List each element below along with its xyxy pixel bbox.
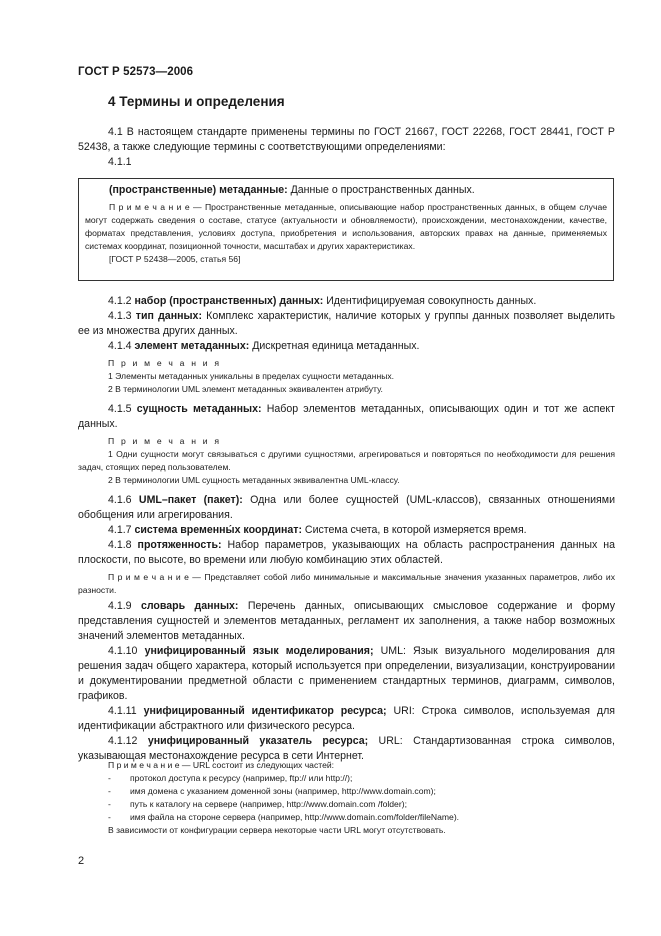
term-name: UML–пакет (пакет): (138, 494, 243, 506)
term-definition: Набор параметров, указывающих на область распространения данных на плоскости, по высоте, во времени или любую комбинацию этих областей. (78, 539, 615, 566)
note-4-1-5 (78, 435, 615, 487)
list-text: имя файла на стороне сервера (например, http://www.domain.com/folder/fileName). (130, 812, 460, 822)
term-name: сущность метаданных: (136, 403, 262, 415)
box-term-definition: Данные о пространственных данных. (287, 184, 475, 196)
note-item: 1 Одни сущности могут связываться с другими сущностями, агрегироваться и повторяться по необходимости для решения задач, стоящих перед пользователем. (78, 449, 615, 472)
note-item: 2 В терминологии UML сущность метаданных эквивалентна UML-классу. (108, 475, 400, 485)
term-name: элемент метаданных: (134, 340, 250, 352)
term-definition: Система счета, в которой измеряется время. (301, 524, 527, 536)
term-name: протяженность: (137, 539, 222, 551)
note-title: П р и м е ч а н и я (108, 358, 222, 368)
term-number: 4.1.6 (108, 494, 139, 506)
term-number: 4.1.8 (108, 539, 138, 551)
box-term: (пространственные) метаданные: (109, 184, 288, 196)
terms-block-2 (78, 493, 615, 568)
term-name: тип данных: (135, 310, 202, 322)
term-4-1-3 (78, 309, 615, 339)
term-name: набор (пространственных) данных: (134, 295, 324, 307)
term-name: унифицированный язык моделирования; (144, 645, 374, 657)
note-4-1-12 (78, 759, 615, 837)
list-text: путь к каталогу на сервере (например, http://www.domain.com /folder); (130, 799, 407, 809)
box-note: П р и м е ч а н и е — Пространственные метаданные, описывающие набор пространственных данных, в общем случае могут содержать сведения о составе, статусе (актуальности и обновляемости), происхождении, местонахождении, качестве, форматах представления, условиях доступа, приобретения и использования, авторских правах на данные, применяемых системах координат, позиционной точности, масштабах и других характеристиках. (85, 202, 607, 251)
term-definition: Идентифицируемая совокупность данных. (323, 295, 537, 307)
term-4-1-8 (78, 538, 615, 568)
term-definition: UML: Язык визуального моделирования для решения задач общего характера, который используется при определении, визуализации, конструировании и документировании предметной области с применением стандартных терминов, диаграмм, символов, графиков. (78, 645, 616, 702)
term-number: 4.1.10 (108, 645, 145, 657)
term-number: 4.1.9 (108, 600, 141, 612)
term-name: унифицированный указатель ресурса; (147, 735, 369, 747)
terms-block-3 (78, 599, 615, 764)
term-number: 4.1.7 (108, 524, 135, 536)
list-dash: - (108, 786, 111, 796)
document-header: ГОСТ Р 52573—2006 (78, 66, 194, 78)
term-4-1-10 (78, 644, 615, 704)
list-dash: - (108, 799, 111, 809)
page-number: 2 (78, 855, 85, 867)
intro-paragraph: 4.1 В настоящем стандарте применены термины по ГОСТ 21667, ГОСТ 22268, ГОСТ 28441, ГОСТ Р 52438, а также следующие термины с соответствующими определениями: (78, 126, 615, 153)
note-item: 1 Элементы метаданных уникальны в пределах сущности метаданных. (108, 371, 395, 381)
term-name: словарь данных: (140, 600, 239, 612)
term-number: 4.1.4 (108, 340, 135, 352)
term-definition: Набор элементов метаданных, описывающих один и тот же аспект данных. (78, 403, 616, 430)
note-list-item (78, 798, 615, 811)
note-item: 2 В терминологии UML элемент метаданных эквивалентен атрибуту. (108, 384, 383, 394)
list-text: имя домена с указанием доменной зоны (например, http://www.domain.com); (130, 786, 436, 796)
term-name: унифицированный идентификатор ресурса; (143, 705, 387, 717)
term-definition: URI: Строка символов, используемая для идентификации абстрактного или физического ресурса. (78, 705, 615, 732)
term-definition: Комплекс характеристик, наличие которых у группы данных позволяет выделить ее из множества других данных. (78, 310, 615, 337)
note-4-1-8 (78, 571, 615, 597)
term-number: 4.1.3 (108, 310, 136, 322)
term-definition: URL: Стандартизованная строка символов, указывающая местонахождение ресурса в сети Интернет. (78, 735, 615, 762)
note-title: П р и м е ч а н и я (108, 436, 222, 446)
term-4-1-7 (78, 523, 615, 538)
clause-number: 4.1.1 (108, 156, 132, 168)
term-number: 4.1.11 (108, 705, 144, 717)
term-4-1-11 (78, 704, 615, 734)
note-4-1-4 (78, 357, 615, 396)
term-4-1-4 (78, 339, 615, 354)
term-definition: Дискретная единица метаданных. (249, 340, 420, 352)
list-text: протокол доступа к ресурсу (например, ftp:// или http://); (130, 773, 353, 783)
note-text: П р и м е ч а н и е — Представляет собой либо минимальные и максимальные значения указанных параметров, либо их разности. (78, 572, 615, 595)
term-4-1-2 (78, 294, 615, 309)
term-number: 4.1.5 (108, 403, 137, 415)
list-dash: - (108, 773, 111, 783)
term-4-1-9 (78, 599, 615, 644)
term-definition-box (78, 178, 614, 281)
terms-block-1 (78, 294, 615, 354)
term-number: 4.1.12 (108, 735, 148, 747)
term-4-1-5 (78, 402, 615, 432)
note-title: П р и м е ч а н и е — URL состоит из следующих частей: (108, 760, 335, 770)
section-title: 4 Термины и определения (108, 94, 285, 109)
note-closing: В зависимости от конфигурации сервера некоторые части URL могут отсутствовать. (108, 825, 446, 835)
list-dash: - (108, 812, 111, 822)
intro-block (78, 125, 615, 170)
note-list-item (78, 811, 615, 824)
box-source: [ГОСТ Р 52438—2005, статья 56] (109, 254, 241, 264)
term-definition: Перечень данных, описывающих смысловое содержание и форму представления сущностей и элементов метаданных, регламент их заполнения, а также набор возможных значений элементов метаданных. (78, 600, 616, 642)
term-definition: Одна или более сущностей (UML-классов), связанных отношениями обобщения или агрегирования. (78, 494, 615, 521)
note-list-item (78, 785, 615, 798)
term-name: система временны́х координат: (134, 524, 302, 536)
term-number: 4.1.2 (108, 295, 135, 307)
term-4-1-5-block (78, 402, 615, 432)
note-list-item (78, 772, 615, 785)
term-4-1-6 (78, 493, 615, 523)
box-definition (85, 183, 607, 198)
